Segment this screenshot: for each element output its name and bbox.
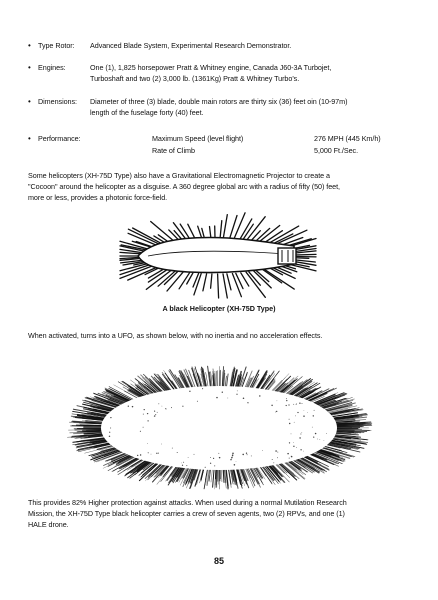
cocoon-speckle (326, 433, 327, 434)
cocoon-speckle (165, 408, 166, 409)
cocoon-speckle (289, 458, 290, 459)
cocoon-speckle (251, 455, 252, 456)
cocoon-speckle (151, 454, 152, 455)
cocoon-speckle (232, 453, 234, 455)
paragraph-ufo (28, 330, 418, 341)
cocoon-speckle (291, 456, 292, 457)
bullet-icon: • (28, 63, 31, 72)
cocoon-speckle (140, 454, 141, 455)
cocoon-speckle (286, 400, 287, 401)
spec-label: Type Rotor: (38, 41, 75, 50)
force-field-ray (218, 274, 219, 298)
bullet-icon: • (28, 97, 31, 106)
spec-value-line: length of the fuselage forty (40) feet. (90, 108, 204, 117)
cocoon-speckle (194, 454, 195, 455)
paragraph-line: more or less, provides a photonic force-field. (28, 193, 168, 202)
cocoon-speckle (148, 452, 149, 453)
cocoon-speckle (147, 413, 148, 414)
spec-value-line: Diameter of three (3) blade, double main rotors are thirty six (36) feet oin (10-97m) (90, 97, 348, 106)
force-field-ray (211, 274, 212, 288)
force-field-ray (227, 274, 231, 290)
bullet-icon: • (28, 41, 31, 50)
spec-value: Advanced Blade System, Experimental Research Demonstrator. (90, 41, 292, 50)
cocoon-speckle (137, 455, 138, 456)
cocoon-ray (216, 371, 217, 388)
cocoon-speckle (234, 464, 236, 466)
cocoon-speckle (313, 415, 314, 416)
force-field-ray (223, 274, 227, 298)
cocoon-speckle (313, 436, 314, 437)
cocoon-speckle (177, 452, 178, 453)
figure-caption: A black Helicopter (XH-75D Type) (162, 304, 276, 313)
cocoon-speckle (227, 398, 228, 399)
cocoon-speckle (303, 415, 305, 417)
cocoon-speckle (236, 394, 237, 395)
force-field-ray (263, 269, 282, 283)
force-field-ray (234, 213, 245, 239)
cocoon-speckle (222, 392, 223, 393)
cocoon-speckle (110, 417, 111, 418)
cocoon-speckle (299, 437, 300, 438)
cocoon-speckle (314, 410, 315, 411)
cocoon-speckle (300, 449, 301, 450)
force-field-ray (210, 227, 211, 239)
cocoon-speckle (213, 458, 214, 459)
cocoon-speckle (143, 414, 144, 415)
cocoon-speckle (296, 403, 297, 404)
spec-engines (28, 62, 418, 84)
bullet-icon: • (28, 134, 31, 143)
paragraph-cocoon (28, 170, 418, 203)
performance-name: Rate of Climb (152, 146, 195, 155)
cocoon-speckle (293, 442, 294, 443)
cocoon-speckle (232, 455, 234, 457)
cocoon-speckle (214, 465, 215, 466)
cocoon-ray (260, 466, 272, 483)
cocoon-speckle (158, 403, 159, 404)
cocoon-speckle (183, 462, 184, 463)
spec-performance (28, 133, 418, 155)
cocoon-speckle (172, 448, 173, 449)
cocoon-speckle (246, 453, 247, 454)
cocoon-speckle (144, 409, 145, 410)
cocoon-speckle (289, 423, 290, 424)
force-field-ray (220, 221, 222, 238)
cocoon-speckle (296, 447, 297, 448)
spec-label: Dimensions: (38, 97, 77, 106)
cocoon-speckle (143, 427, 144, 428)
cocoon-speckle (317, 439, 318, 440)
cocoon-speckle (210, 457, 211, 458)
cocoon-speckle (110, 428, 111, 429)
cocoon-speckle (109, 436, 110, 437)
cocoon-ray (221, 469, 222, 482)
cocoon-speckle (304, 410, 305, 411)
cocoon-speckle (154, 415, 155, 416)
cocoon-speckle (303, 451, 304, 452)
cocoon-speckle (295, 416, 296, 417)
performance-value: 276 MPH (445 Km/h) (314, 134, 381, 143)
force-field-ray (198, 226, 202, 238)
cocoon-speckle (286, 405, 287, 406)
cocoon-speckle (276, 411, 277, 412)
cocoon-speckle (287, 453, 289, 455)
cocoon-speckle (197, 401, 198, 402)
cocoon-speckle (155, 414, 156, 415)
cocoon-speckle (242, 454, 244, 456)
cocoon-speckle (286, 398, 287, 399)
force-field-ray (247, 217, 265, 240)
cocoon-speckle (161, 444, 162, 445)
cocoon-ray (268, 382, 275, 390)
cocoon-speckle (247, 402, 248, 403)
cocoon-speckle (300, 434, 301, 435)
cocoon-speckle (293, 404, 294, 405)
cocoon-speckle (236, 461, 237, 462)
cocoon-speckle (315, 433, 317, 435)
cocoon-speckle (312, 427, 313, 428)
spec-type-rotor (28, 40, 418, 51)
cocoon-speckle (289, 442, 290, 443)
cocoon-speckle (156, 453, 157, 454)
cocoon-speckle (218, 453, 219, 454)
paragraph-protection (28, 497, 418, 530)
cocoon-ufo-illustration (58, 350, 380, 490)
cocoon-speckle (275, 412, 276, 413)
paragraph-line: HALE drone. (28, 520, 69, 529)
cocoon-speckle (319, 439, 320, 440)
cocoon-speckle (171, 407, 172, 408)
cocoon-speckle (297, 412, 298, 413)
cocoon-speckle (262, 450, 263, 451)
cocoon-speckle (189, 391, 190, 392)
cocoon-speckle (299, 402, 300, 403)
spec-value-line: Turboshaft and two (2) 3,000 lb. (1361Kg) Pratt & Whitney Turbo's. (90, 74, 300, 83)
page-number: 85 (213, 556, 224, 566)
cocoon-speckle (162, 406, 163, 407)
cocoon-speckle (289, 419, 290, 420)
cocoon-speckle (293, 446, 294, 447)
cocoon-speckle (277, 400, 278, 401)
performance-value: 5,000 Ft./Sec. (314, 146, 359, 155)
helicopter-illustration (118, 210, 318, 300)
cocoon-speckle (182, 465, 183, 466)
performance-name: Maximum Speed (level flight) (152, 134, 244, 143)
cocoon-ray (211, 468, 213, 482)
cocoon-speckle (294, 422, 295, 423)
cocoon-speckle (188, 457, 189, 458)
force-field-ray (223, 215, 227, 239)
cocoon-speckle (302, 403, 303, 404)
cocoon-speckle (243, 398, 245, 400)
cocoon-speckle (271, 405, 272, 406)
cocoon-speckle (181, 463, 182, 464)
paragraph-line: "Cocoon" around the helicopter as a disguise. A 360 degree global arc with a radius of fifty (50) feet, (28, 182, 341, 191)
cocoon-speckle (231, 457, 232, 458)
cocoon-speckle (147, 420, 148, 421)
cocoon-speckle (210, 463, 211, 464)
force-field-ray (202, 228, 205, 238)
spec-label: Performance: (38, 134, 81, 143)
cocoon-speckle (154, 411, 155, 412)
cocoon-speckle (307, 412, 308, 413)
cocoon-speckle (277, 452, 278, 453)
spec-value-line: One (1), 1,825 horsepower Pratt & Whitney engine, Canada J60-3A Turbojet, (90, 63, 332, 72)
cocoon-speckle (324, 440, 325, 441)
cocoon-speckle (230, 459, 231, 460)
paragraph-line: When activated, turns into a UFO, as shown below, with no inertia and no acceleration effects. (28, 331, 323, 340)
cocoon-speckle (182, 406, 183, 407)
paragraph-line: This provides 82% Higher protection against attacks. When used during a normal Mutilation Research (28, 498, 347, 507)
cocoon-speckle (219, 457, 221, 459)
cocoon-speckle (301, 432, 302, 433)
cocoon-speckle (247, 454, 248, 455)
spec-dimensions (28, 96, 418, 118)
cocoon-speckle (205, 467, 206, 468)
cocoon-speckle (291, 434, 292, 435)
cocoon-speckle (288, 404, 289, 405)
cocoon-ray (213, 469, 215, 488)
paragraph-line: Some helicopters (XH-75D Type) also have a Gravitational Electromagnetic Projector to create a (28, 171, 330, 180)
cocoon-speckle (157, 412, 158, 413)
cocoon-speckle (273, 462, 274, 463)
cocoon-speckle (186, 465, 187, 466)
cocoon-speckle (202, 388, 203, 389)
force-field-ray (203, 274, 207, 291)
cocoon-speckle (237, 390, 238, 391)
cocoon-speckle (158, 453, 159, 454)
cocoon-speckle (277, 457, 278, 458)
cocoon-speckle (147, 443, 148, 444)
cocoon-speckle (259, 395, 260, 396)
cocoon-speckle (128, 406, 129, 407)
cocoon-speckle (275, 450, 277, 452)
spec-label: Engines: (38, 63, 66, 72)
paragraph-line: Mission, the XH-75D Type black helicopter carries a crew of seven agents, two (2) RPVs, and one (1) (28, 509, 345, 518)
cocoon-speckle (216, 397, 217, 398)
cocoon-speckle (109, 432, 110, 433)
cocoon-speckle (140, 431, 141, 432)
cocoon-speckle (272, 459, 273, 460)
cocoon-speckle (132, 406, 134, 408)
